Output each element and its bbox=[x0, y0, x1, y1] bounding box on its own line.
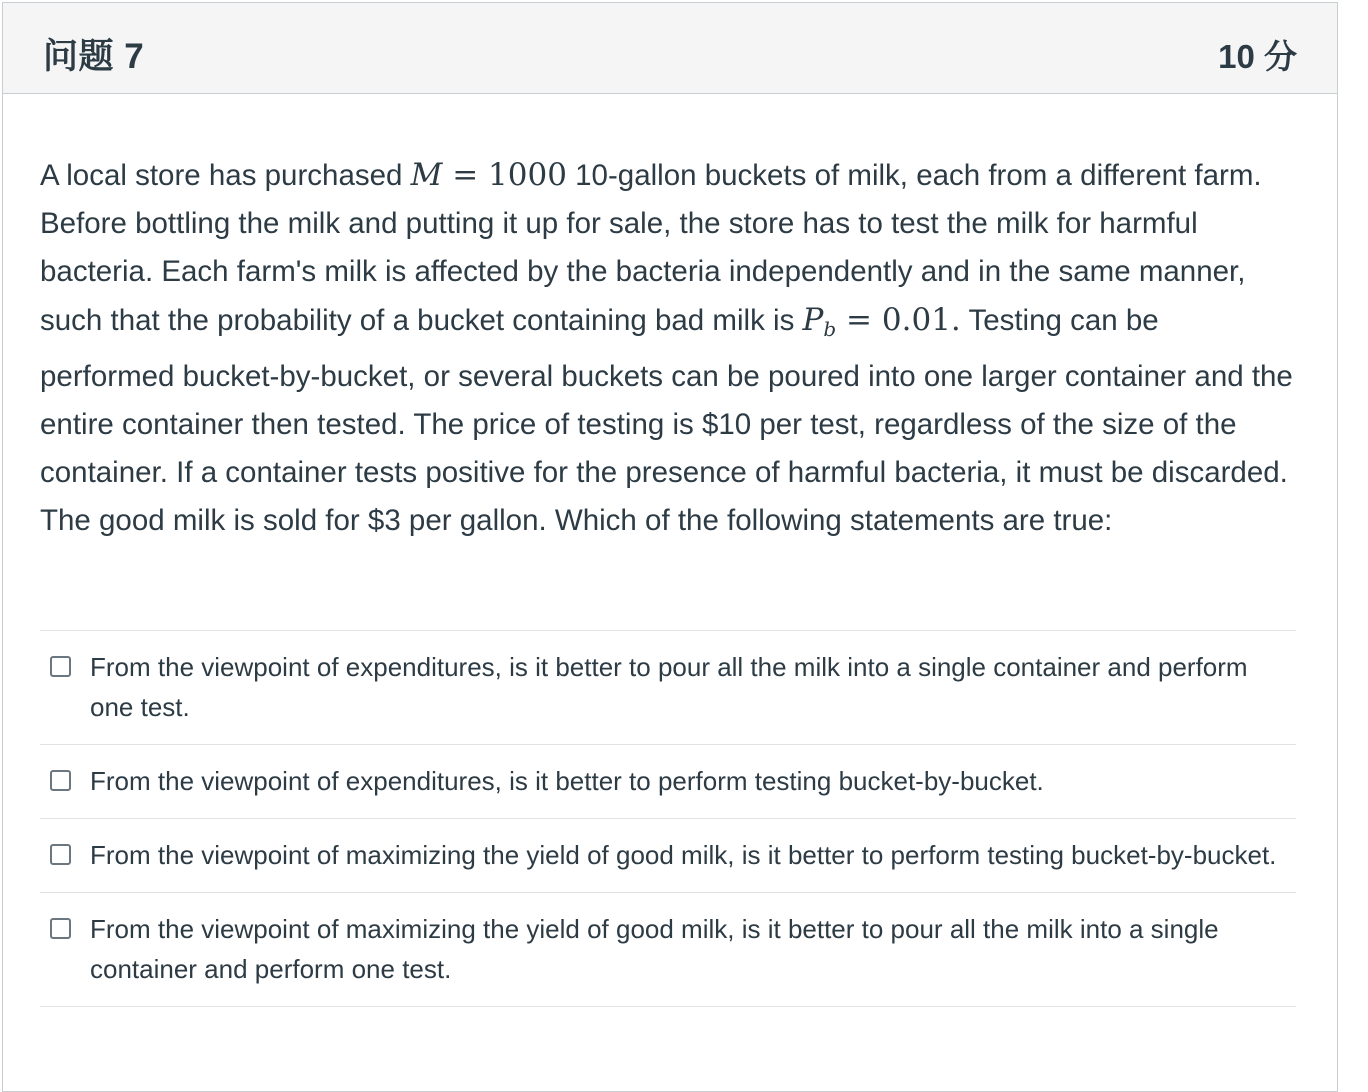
answer-label: From the viewpoint of expenditures, is it better to pour all the milk into a single container and perform one test. bbox=[90, 652, 1248, 722]
answer-checkbox[interactable] bbox=[50, 844, 71, 865]
math-expression-pb bbox=[802, 302, 961, 341]
question-title: 问题 7 bbox=[43, 37, 145, 76]
math-value: 0.01 bbox=[881, 302, 951, 338]
answer-option[interactable] bbox=[40, 893, 1296, 1007]
answer-checkbox[interactable] bbox=[50, 656, 71, 677]
math-subscript: b bbox=[823, 317, 837, 341]
question-text bbox=[40, 151, 1295, 545]
answer-option[interactable] bbox=[40, 631, 1296, 745]
answer-label: From the viewpoint of expenditures, is it better to perform testing bucket-by-bucket. bbox=[90, 766, 1044, 796]
answer-option[interactable] bbox=[40, 745, 1296, 819]
question-text-part: 10-gallon buckets of milk, each from a different farm. Before bottling the milk and putting it up for sale, the store has to test the milk for harmful bacteria. Each farm's milk is affected by the bacteria independently and in the same manner, such that the probability of a bucket containing bad milk is bbox=[40, 159, 1262, 337]
math-variable: P bbox=[802, 302, 824, 338]
question-header bbox=[3, 3, 1337, 94]
answer-option[interactable] bbox=[40, 819, 1296, 893]
answer-list bbox=[40, 630, 1296, 1007]
math-expression-m bbox=[411, 157, 567, 193]
math-operator: = bbox=[836, 302, 882, 338]
answer-checkbox[interactable] bbox=[50, 918, 71, 939]
answer-label: From the viewpoint of maximizing the yield of good milk, is it better to pour all the milk into a single container and perform one test. bbox=[90, 914, 1219, 984]
answer-label: From the viewpoint of maximizing the yield of good milk, is it better to perform testing bucket-by-bucket. bbox=[90, 840, 1277, 870]
math-value: 1000 bbox=[488, 157, 567, 193]
math-operator: = bbox=[442, 157, 489, 193]
math-variable: M bbox=[410, 157, 443, 193]
question-text-part: Testing can be performed bucket-by-bucket, or several buckets can be poured into one larger container and the entire container then tested. The price of testing is $10 per test, regardless of the size of the container. If a container tests positive for the presence of harmful bacteria, it must be discarded. The good milk is sold for $3 per gallon. Which of the following statements are true: bbox=[40, 304, 1293, 537]
math-punct: . bbox=[950, 302, 961, 338]
question-points: 10 分 bbox=[1218, 38, 1297, 75]
question-text-part: A local store has purchased bbox=[40, 159, 411, 192]
answer-checkbox[interactable] bbox=[50, 770, 71, 791]
